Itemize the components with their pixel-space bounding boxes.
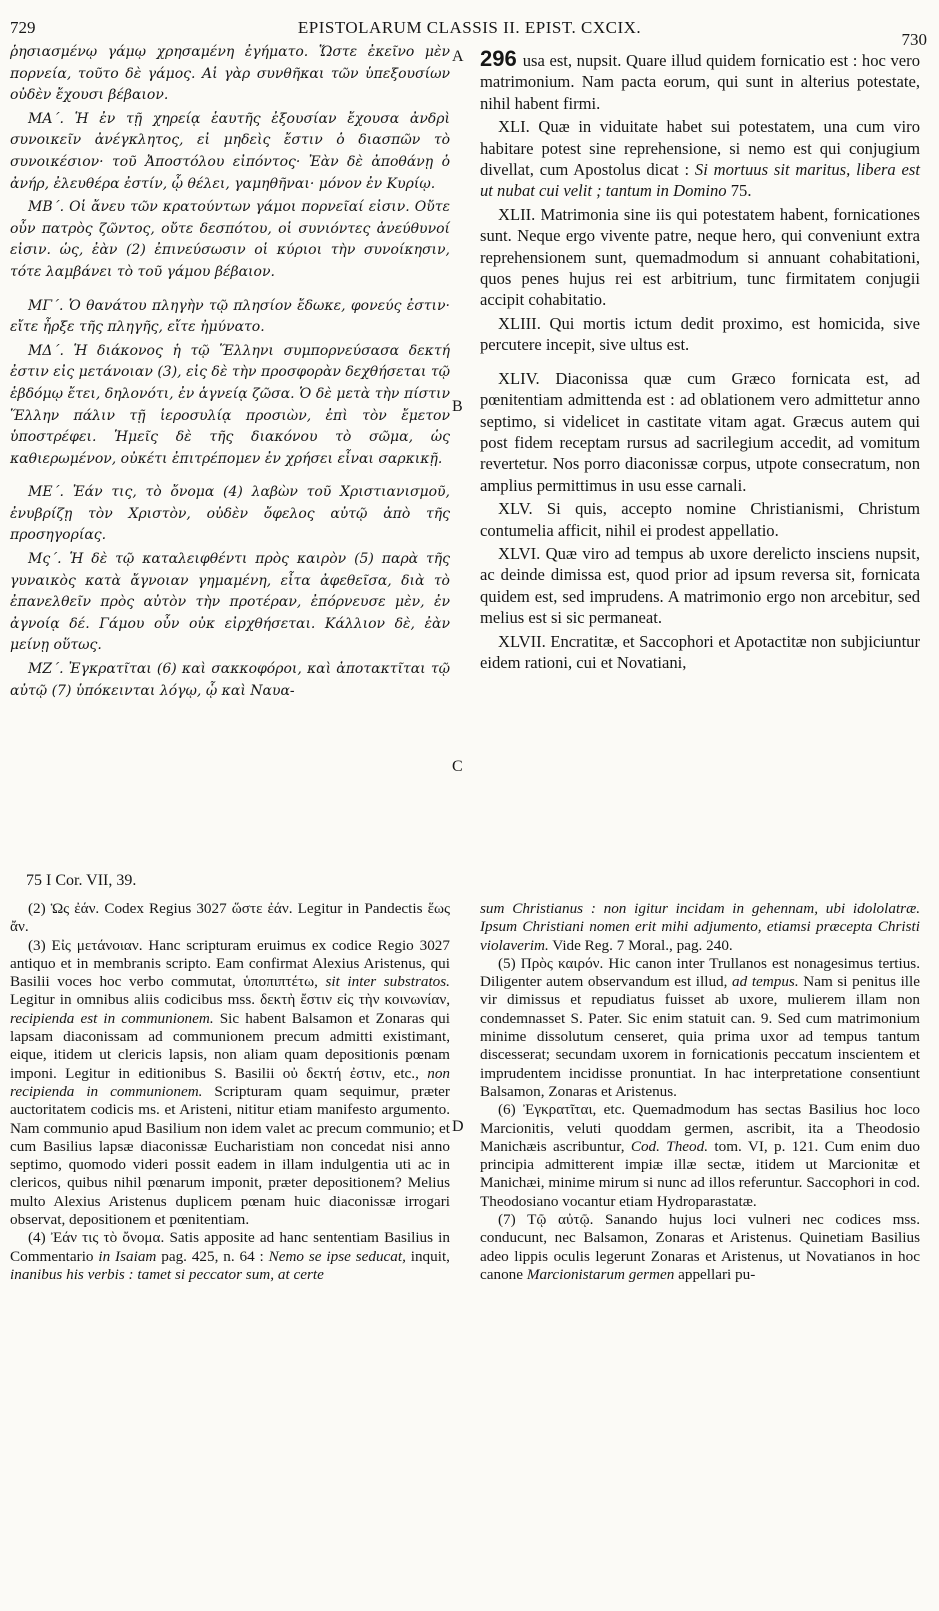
scripture-quote: Si mortuus sit maritus, libera est ut nubat cui velit ; tantum in Domino [480,160,920,201]
greek-canon-41: ΜΑ΄. Ἡ ἐν τῇ χηρείᾳ ἑαυτῆς ἐξουσίαν ἔχουσα ἀνδρὶ συνοικεῖν ἀνέγκλητος, εἰ μηδεὶς ἔστιν ὁ διασπῶν τὸ συνοικέσιον· τοῦ Ἀποστόλου εἰπόντος· Ἐὰν δὲ ἀποθάνῃ ὁ ἀνήρ, ἐλευθέρα ἐστίν, ᾧ θέλει, γαμηθῆναι· μόνον ἐν Κυρίῳ. [10,110,450,192]
latin-column [480,48,920,675]
note-5 [480,955,920,1101]
note-text: Scripturam quam sequimur, præter auctoritatem codicis ms. et Aristeni, nititur etiam manifesto argumento. Nam communio apud Basilium non idem valet ac precum communio; et cum Basilius lapsæ diaconissæ Eucharistiam non concedat nisi anno septimo, quomodo videri possit eadem in illam indulgentia uti ac in clericos, quibus nihil pœnarum imponit, præter depositionem? Melius multo Alexius Aristenus duplicem pœnam huic diaconissæ irrogari observat, depositionem et pœnitentiam. [10,1082,450,1229]
latin-canon-42: XLII. Matrimonia sine iis qui potestatem habent, fornicationes sunt. Neque ergo vivente patre, neque hero, qui conveniunt extra reprehensionem sunt, quemadmodum si annuant cohabitationi, quos penes hujus rei est arbitrium, tunc firmitatem conjugii accipit cohabitatio. [480,204,920,310]
greek-canon-43: ΜΓ΄. Ὁ θανάτου πληγὴν τῷ πλησίον ἔδωκε, φονεύς ἐστιν· εἴτε ἦρξε τῆς πληγῆς, εἴτε ἠμύνατο. [10,297,450,336]
greek-canon-45: ΜΕ΄. Ἐάν τις, τὸ ὄνομα (4) λαβὼν τοῦ Χριστιανισμοῦ, ἐνυβρίζῃ τὸν Χριστὸν, οὐδὲν ὄφελος αὐτῷ ἀπὸ τῆς προσηγορίας. [10,484,450,544]
note-italic: Nemo se ipse seducat, [268,1247,406,1265]
note-3 [10,937,450,1230]
note-italic: recipienda est in communionem. [10,1009,214,1027]
note-italic: sum Christianus : non igitur incidam in gehennam, ubi idololatræ. Ipsum Christiani nomen erit mihi adjumento, etiamsi præcepta Christi violaverim. [480,900,920,954]
note-text: (3) Εἰς μετάνοιαν. Hanc scripturam eruimus ex codice Regio 3027 antiquo et in membranis scripto. Eam confirmat Alexius Aristenus, qui Basilii voces hoc verbo commutat, ὑποπιπτέτω, [10,936,450,991]
note-text: (7) Τῷ αὐτῷ. Sanando hujus loci vulneri nec codices mss. conducunt, nec Balsamon, Zonaras et Aristenus. Quinetiam Basilius adeo lippis oculis legerunt Zonaras et Aristenus, ut Novatianos in hoc canone [480,1211,920,1283]
note-text: (4) Ἐάν τις τὸ ὄνομα. Satis apposite ad hanc sententiam Basilius in Commentario [10,1229,450,1265]
margin-letter-b: B [452,398,463,415]
page-number-left: 729 [10,18,36,37]
note-text: (6) Ἐγκρατῖται, etc. Quemadmodum has sectas Basilius hoc loco Marcionitis, veluti quoddam germen, ascribit, ita a Theodosio Manichæis ascribuntur, [480,1101,920,1155]
note-italic: Marcionistarum germen [526,1265,675,1283]
note-text: inquit, [405,1247,450,1265]
note-4-continued [480,900,920,955]
margin-letter-a: A [452,48,464,65]
note-italic: Cod. Theod. [630,1137,709,1155]
latin-canon-43: XLIII. Qui mortis ictum dedit proximo, est homicida, sive percutere incepit, sive ultus est. [480,313,920,355]
note-text: pag. 425, n. 64 : [156,1247,269,1265]
page-number-right: 730 [901,30,927,49]
note-4 [10,1229,450,1284]
margin-letter-c: C [452,758,463,775]
note-italic: ad tempus. [732,973,799,991]
notes-right [480,900,920,1284]
footnote-75: 75 I Cor. VII, 39. [26,872,137,889]
latin-canon-46: XLVI. Quæ viro ad tempus ab uxore derelicto insciens nupsit, ac deinde dimissa est, quod prior ad ipsum reversa sit, fornicata quidem est, sed imprudens. A matrimonio ergo non arcebitur, sed melius est si sic permaneat. [480,543,920,628]
latin-canon-45: XLV. Si quis, accepto nomine Christianismi, Christum contumelia afficit, nihil ei prodest appellatio. [480,499,920,540]
note-text: Nam si penitus ille vir dimissus et repudiatus fuisset ab uxore, mulierem illam non condemnasset S. Pater. Sic enim statuit can. 9. Sed cum matrimonium minime dissolutum censeret, quia prima uxor ad tempus tantum discesserat; secundam uxorem in fornicationis peccatum inscientem et imprudentem incidisse pronuntiat. In hac interpretatione consentiunt Balsamon, Zonaras et Aristenus. [480,973,920,1100]
note-text: Legitur in omnibus aliis codicibus mss. δεκτὴ ἔστιν εἰς τὴν κοινωνίαν, [10,991,450,1009]
note-text: tom. VI, p. 121. Cum enim duo principia admitterent impiæ illæ sectæ, itidem ut Marcionitæ et Manichæi, minime mirum si nunc ad illos referuntur. Saccophori in cod. Theodosiano vocantur etiam Hydroparastatæ. [480,1137,920,1210]
page-header [0,12,939,49]
greek-column [10,42,450,704]
column-number: 296 [480,46,517,71]
note-text: Sic habent Balsamon et Zonaras qui lapsam diaconissam ad communionem precum admitti existimant, eique, itidem ut clericis lapsis, non aliam quam depositionis pœnam imponi. Legitur in editionibus S. Basilii οὐ δεκτή ἐστιν, etc., [10,1009,450,1082]
latin-canon-47: XLVII. Encratitæ, et Saccophori et Apotactitæ non subjiciuntur eidem rationi, cui et Novatiani, [480,631,920,672]
footnote-ref: 75. [726,181,752,201]
note-6 [480,1101,920,1211]
note-text: (5) Πρὸς καιρόν. Hic canon inter Trullanos est nonagesimus tertius. Diligenter autem observandum est illud, [480,954,920,991]
latin-canon-44: XLIV. Diaconissa quæ cum Græco fornicata est, ad pœnitentiam admittenda est : ad oblationem vero admittetur anno septimo, si videlicet in castitate vitam agat. Græcus autem qui post fidem receptam rursus ad sacrilegium accedit, ad vomitum revertetur. Nos porro diaconissæ corpus, utpote consecratum, non amplius permittimus in usu esse carnali. [480,368,920,495]
latin-text: usa est, nupsit. Quare illud quidem fornicatio est : hoc vero matrimonium. Nam pacta eorum, qui sunt in alterius potestate, nihil habent firmi. [480,51,920,113]
note-2: (2) Ὡς ἐάν. Codex Regius 3027 ὥστε ἐάν. Legitur in Pandectis ἕως ἄν. [10,900,450,936]
note-italic: inanibus his verbis : tamet si peccator sum, at certe [10,1265,324,1283]
greek-canon-44: ΜΔ΄. Ἡ διάκονος ἡ τῷ Ἕλληνι συμπορνεύσασα δεκτή ἐστιν εἰς μετάνοιαν (3), εἰς δὲ τὴν προσφορὰν δεχθήσεται τῷ ἑβδόμῳ ἔτει, δηλονότι, ἐν ἁγνείᾳ ζῶσα. Ὁ δὲ μετὰ τὴν πίστιν Ἕλλην πάλιν τῇ ἱεροσυλίᾳ προσιὼν, ἐπὶ τὸν ἔμετον ὑποστρέφει. Ἡμεῖς δὲ τῆς διακόνου τὸ σῶμα, ὡς καθιερωμένον, οὐκέτι ἐπιτρέπομεν ἐν χρήσει εἶναι σαρκικῇ. [10,342,450,467]
running-title: EPISTOLARUM CLASSIS II. EPIST. CXCIX. [297,18,642,37]
greek-canon-42: ΜΒ΄. Οἱ ἄνευ τῶν κρατούντων γάμοι πορνεῖαί εἰσιν. Οὔτε οὖν πατρὸς ζῶντος, οὔτε δεσπότου, οἱ συνιόντες ἀνεύθυνοί εἰσιν. ὡς, ἐὰν (2) ἐπινεύσωσιν οἱ κύριοι τὴν συνοίκησιν, τότε λαμβάνει τὸ τοῦ γάμου βέβαιον. [10,199,450,280]
note-italic: non recipienda in communionem. [10,1064,450,1100]
greek-canon-46: Μς΄. Ἡ δὲ τῷ καταλειφθέντι πρὸς καιρὸν (5) παρὰ τῆς γυναικὸς κατὰ ἄγνοιαν γημαμένη, εἶτα ἀφεθεῖσα, διὰ τὸ ἐπανελθεῖν πρὸς αὐτὸν τὴν προτέραν, ἐπόρνευσε μὲν, ἐν ἀγνοίᾳ δέ. Γάμου οὖν οὐκ εἰρχθήσεται. Κάλλιον δὲ, ἐὰν μείνῃ οὕτως. [10,551,450,654]
greek-canon-47: ΜΖ΄. Ἐγκρατῖται (6) καὶ σακκοφόροι, καὶ ἀποτακτῖται τῷ αὐτῷ (7) ὑπόκεινται λόγῳ, ᾧ καὶ Ναυα- [10,661,450,699]
latin-paragraph [480,48,920,114]
note-italic: sit inter substratos. [325,973,450,991]
latin-text: XLI. Quæ in viduitate habet sui potestatem, una cum viro habitare potest sine reprehensione, si nemo est qui conjugium divellat, cum Apostolus dicat : [480,117,920,180]
note-text: Vide Reg. 7 Moral., pag. 240. [548,936,733,954]
margin-letter-d: D [452,1118,464,1135]
latin-canon-41 [480,116,920,202]
greek-paragraph: ῥησιασμένῳ γάμῳ χρησαμένη ἐγήματο. Ὥστε ἐκεῖνο μὲν πορνεία, τοῦτο δὲ γάμος. Αἱ γὰρ συνθῆκαι τῶν ὑπεξουσίων οὐδὲν ἔχουσι βέβαιον. [10,44,450,104]
note-italic: in Isaiam [98,1247,157,1265]
notes-left [10,900,450,1284]
note-7 [480,1211,920,1284]
note-text: appellari pu- [674,1265,756,1283]
